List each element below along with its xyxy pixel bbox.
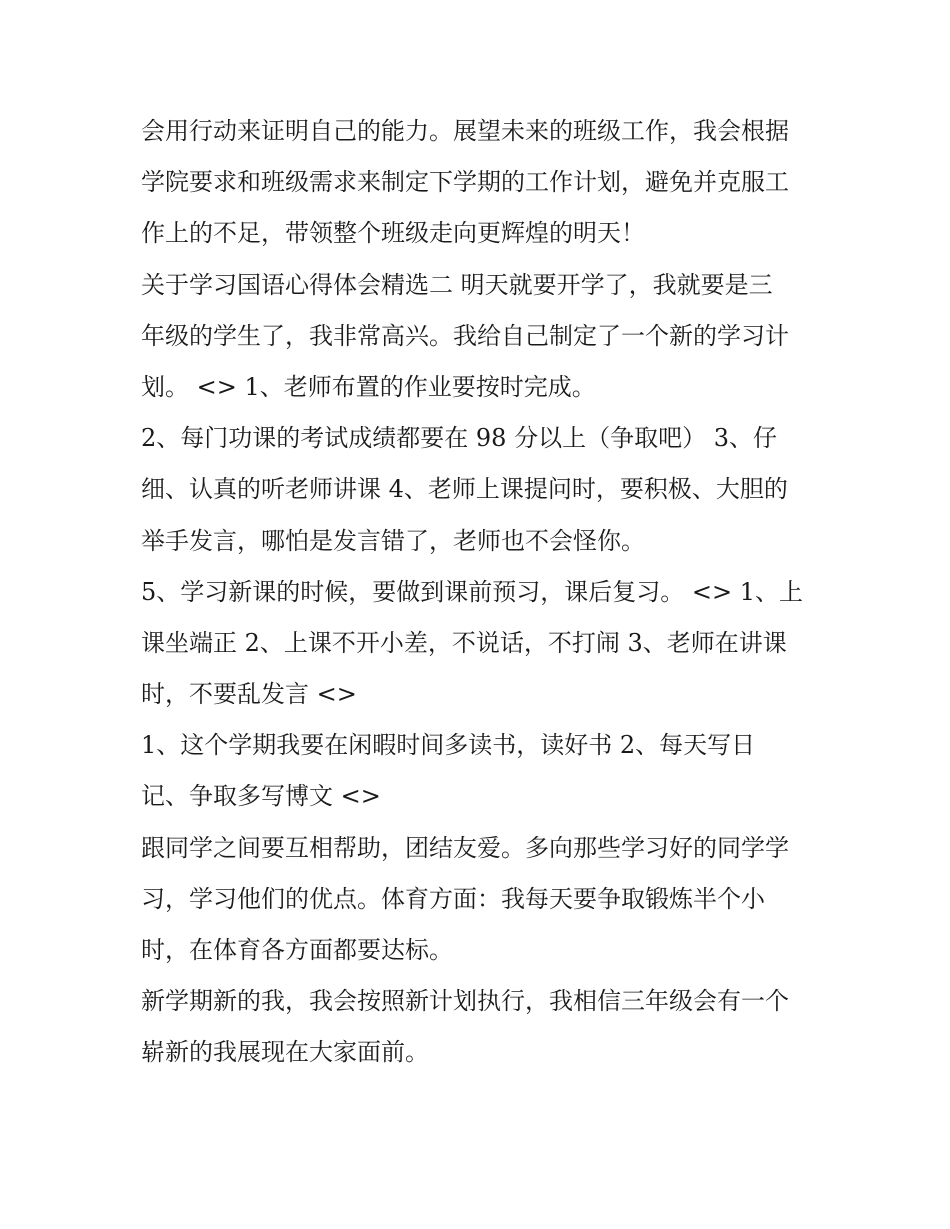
text-line: 作上的不足，带领整个班级走向更辉煌的明天！ — [141, 219, 645, 248]
text-line: 记、争取多写博文 <> — [141, 782, 381, 811]
text-line: 细、认真的听老师讲课 4、老师上课提问时，要积极、大胆的 — [141, 475, 788, 504]
text-line: 课坐端正 2、上课不开小差，不说话，不打闹 3、老师在讲课 — [141, 628, 787, 657]
text-line: 习，学习他们的优点。体育方面：我每天要争取锻炼半个小 — [141, 884, 765, 913]
text-line: 2、每门功课的考试成绩都要在 98 分以上（争取吧） 3、仔 — [141, 424, 777, 453]
text-line: 关于学习国语心得体会精选二 明天就要开学了，我就要是三 — [141, 270, 773, 299]
text-line: 会用行动来证明自己的能力。展望未来的班级工作，我会根据 — [141, 117, 789, 145]
text-line: 划。 <> 1、老师布置的作业要按时完成。 — [141, 372, 596, 401]
text-line: 崭新的我展现在大家面前。 — [141, 1038, 429, 1067]
text-line: 5、学习新课的时候，要做到课前预习，课后复习。 <> 1、上 — [141, 577, 804, 606]
text-line: 年级的学生了，我非常高兴。我给自己制定了一个新的学习计 — [141, 321, 789, 350]
text-line: 举手发言，哪怕是发言错了，老师也不会怪你。 — [141, 526, 645, 555]
text-line: 新学期新的我，我会按照新计划执行，我相信三年级会有一个 — [141, 987, 789, 1016]
document-body — [141, 106, 821, 1079]
text-line: 1、这个学期我要在闲暇时间多读书，读好书 2、每天写日 — [141, 731, 756, 760]
text-line: 学院要求和班级需求来制定下学期的工作计划，避免并克服工 — [141, 168, 789, 197]
text-line: 跟同学之间要互相帮助，团结友爱。多向那些学习好的同学学 — [141, 833, 789, 862]
text-line: 时，不要乱发言 <> — [141, 680, 357, 709]
text-line: 时，在体育各方面都要达标。 — [141, 936, 453, 964]
